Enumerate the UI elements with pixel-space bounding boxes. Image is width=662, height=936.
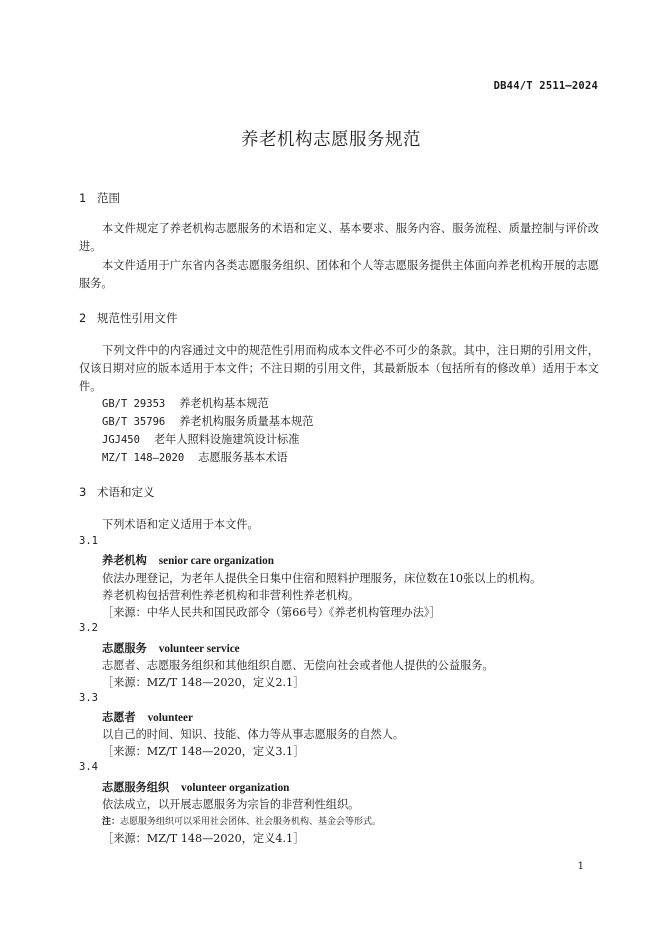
reference-id: MZ/T 148—2020 [102,452,185,464]
term-number: 3.4 [79,761,98,773]
section-title: 规范性引用文件 [97,311,178,325]
term-number: 3.3 [79,692,98,704]
reference-name: 养老机构服务质量基本规范 [179,415,314,428]
section-1-paragraph-2: 本文件适用于广东省内各类志愿服务组织、团体和个人等志愿服务提供主体面向养老机构开展的志愿服务。 [79,259,599,290]
section-2-heading [79,310,178,326]
reference-item [102,449,288,465]
term-en: volunteer organization [181,782,290,794]
section-1-paragraph-1: 本文件规定了养老机构志愿服务的术语和定义、基本要求、服务内容、服务流程、质量控制与评价改进。 [79,222,599,253]
term-zh: 志愿服务组织 [102,780,170,794]
section-3-intro: 下列术语和定义适用于本文件。 [102,518,259,531]
section-number: 2 [79,311,87,325]
term-definition: 养老机构包括营利性养老机构和非营利性养老机构。 [102,589,360,602]
document-code: DB44/T 2511—2024 [493,80,598,92]
term-heading [102,640,240,656]
term-definition: 依法办理登记，为老年人提供全日集中住宿和照料护理服务，床位数在10张以上的机构。 [102,572,542,585]
reference-item [102,395,269,411]
term-heading [102,552,274,568]
term-note [102,814,381,827]
term-source: ［来源：MZ/T 148—2020，定义2.1］ [102,676,305,689]
term-definition: 依法成立，以开展志愿服务为宗旨的非营利性组织。 [102,798,360,811]
term-en: volunteer [147,712,193,724]
page-number: 1 [577,861,584,872]
term-zh: 志愿服务 [102,641,147,655]
term-zh: 养老机构 [102,553,147,567]
reference-id: GB/T 35796 [102,416,166,428]
term-en: senior care organization [158,555,274,567]
reference-item [102,413,313,429]
term-number: 3.1 [79,535,98,547]
reference-item [102,431,299,447]
section-1-heading [79,190,120,206]
term-heading [102,779,289,795]
reference-name: 老年人照料设施建筑设计标准 [153,433,300,446]
reference-name: 养老机构基本规范 [179,397,269,410]
section-3-heading [79,484,155,500]
note-label: 注： [102,817,121,827]
section-number: 3 [79,485,87,499]
section-2-intro: 下列文件中的内容通过文中的规范性引用而构成本文件必不可少的条款。其中，注日期的引用文件，仅该日期对应的版本适用于本文件；不注日期的引用文件，其最新版本（包括所有的修改单）适用于本文件。 [79,344,599,393]
term-source: ［来源：MZ/T 148—2020，定义3.1］ [102,745,305,758]
term-source: ［来源：MZ/T 148—2020，定义4.1］ [102,832,305,845]
document-title: 养老机构志愿服务规范 [241,130,421,150]
reference-id: GB/T 29353 [102,398,166,410]
term-definition: 志愿者、志愿服务组织和其他组织自愿、无偿向社会或者他人提供的公益服务。 [102,659,494,672]
term-source: ［来源：中华人民共和国民政部令（第66号）《养老机构管理办法》］ [102,606,441,619]
term-number: 3.2 [79,622,98,634]
reference-id: JGJ450 [102,434,140,446]
note-text: 志愿服务组织可以采用社会团体、社会服务机构、基金会等形式。 [120,817,382,827]
term-zh: 志愿者 [102,710,136,724]
section-title: 范围 [97,191,120,205]
term-definition: 以自己的时间、知识、技能、体力等从事志愿服务的自然人。 [102,728,405,741]
reference-name: 志愿服务基本术语 [198,451,288,464]
term-heading [102,709,193,725]
term-en: volunteer service [158,643,240,655]
section-title: 术语和定义 [97,485,155,499]
section-number: 1 [79,191,87,205]
